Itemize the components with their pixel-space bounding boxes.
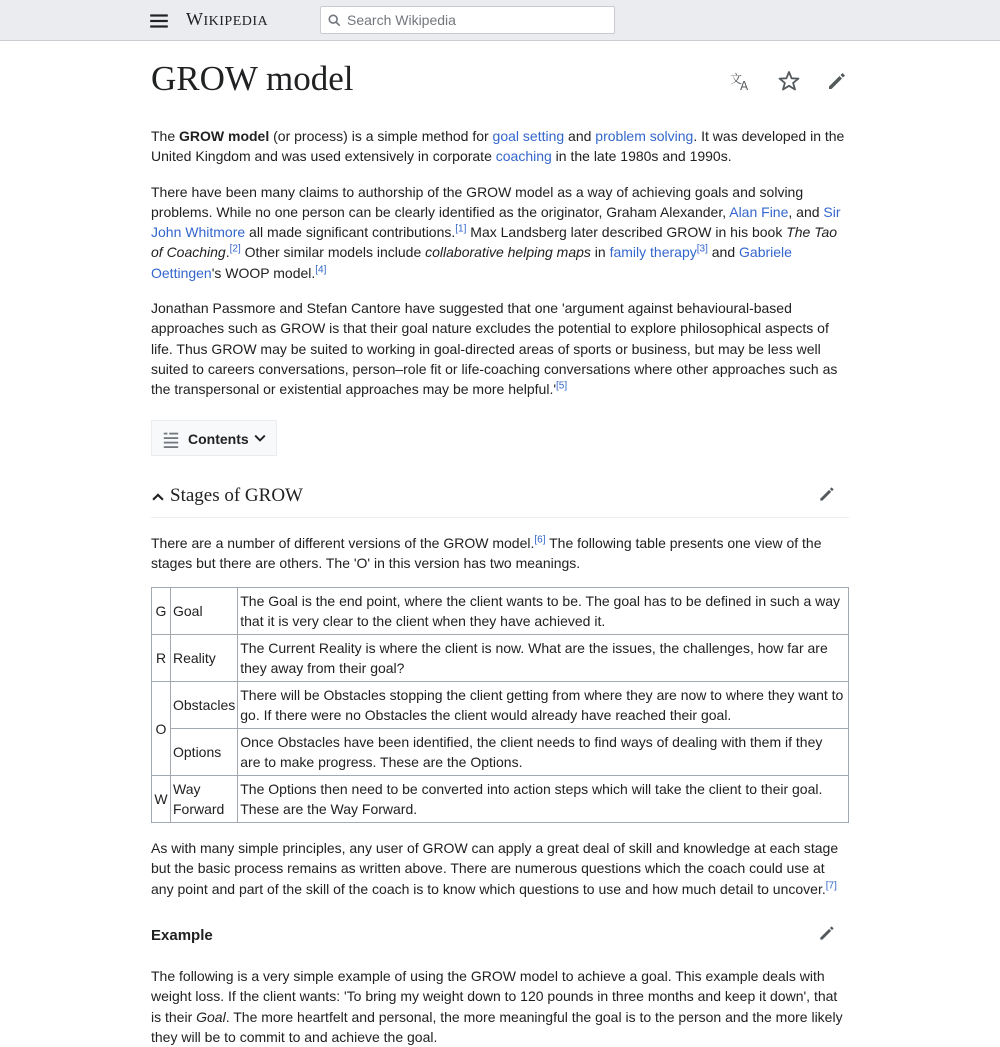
top-header [0,0,1000,41]
edit-section-icon[interactable] [817,923,837,946]
intro-paragraph-1: The GROW model (or process) is a simple method for goal setting and problem solving. It was developed in the United Kingdom and was used extensively in corporate coaching in the late 1980s and 1990s. [151,128,845,165]
table-cell-description: The Goal is the end point, where the client wants to be. The goal has to be defined in such a way that it is very clear to the client when they have achieved it. [238,588,849,635]
book-title: The Tao of Coaching [151,224,838,261]
reference-1[interactable]: [1] [455,223,467,235]
table-cell-letter: R [152,635,171,682]
table-row [152,682,849,729]
stages-intro-paragraph: There are a number of different versions of the GROW model.[6] The following table presents one view of the stages but there are others. The 'O' in this version has two meanings. [151,533,822,571]
table-cell-letter: G [152,588,171,635]
link-sir-john-whitmore[interactable]: Sir John Whitmore [151,203,841,241]
wordmark-rest: IKIPEDIA [203,14,269,29]
list-icon [162,430,180,451]
table-cell-stage: Options [171,729,238,776]
language-icon[interactable] [729,69,753,93]
wordmark-initial: W [186,9,204,29]
table-cell-letter: W [152,776,171,823]
link-goal-setting[interactable]: goal setting [492,128,565,144]
link-coaching[interactable]: coaching [495,148,552,165]
reference-7[interactable]: [7] [825,880,837,892]
table-cell-stage: Way Forward [171,776,238,823]
table-row [152,588,849,635]
example-paragraph: The following is a very simple example of using the GROW model to achieve a goal. This example deals with weight loss. If the client wants: 'To bring my weight down to 120 pounds in three months and keep it down', that is their Goal. The more heartfelt and personal, the more meaningful the goal is to the person and the more likely they will be to commit to and achieve the goal. [151,968,843,1045]
reference-3[interactable]: [3] [696,243,708,255]
section-heading-stages [151,478,849,518]
table-cell-stage: Obstacles [171,682,238,729]
search-input[interactable] [347,10,607,30]
table-cell-description: The Options then need to be converted into action steps which will take the client to their goal. These are the Way Forward. [238,776,849,823]
table-row [152,776,849,823]
reference-6[interactable]: [6] [534,533,546,545]
svg-text:文: 文 [730,72,743,86]
page-title: GROW model [151,59,354,98]
wikipedia-wordmark[interactable] [186,9,268,30]
section-title-stages: Stages of GROW [170,484,303,506]
italic-term: collaborative helping maps [425,244,591,261]
italic-term: Goal [196,1008,226,1025]
stages-outro-paragraph: As with many simple principles, any user of GROW can apply a great deal of skill and knowledge at each stage but the basic process remains as written above. There are numerous questions which the coach could use at any point and part of the skill of the coach is to know which questions to use and how much detail to uncover.[7] [151,840,839,897]
table-cell-description: Once Obstacles have been identified, the client needs to find ways of dealing with them if they are to make progress. These are the Options. [238,729,849,776]
table-cell-stage: Goal [171,588,238,635]
intro-paragraph-2: There have been many claims to authorship of the GROW model as a way of achieving goals and solving problems. While no one person can be clearly identified as the originator, Graham Alexander, Alan Fine, and Sir John Whitmore all made significant contributions.[1] Max Landsberg later described GROW in his book The Tao of Coaching.[2] Other similar models include collaborative helping maps in family therapy[3] and Gabriele Oettingen's WOOP model.[4] [151,183,841,281]
contents-toggle-button[interactable] [151,420,277,456]
link-alan-fine[interactable]: Alan Fine [729,203,789,220]
link-problem-solving[interactable]: problem solving [595,128,694,144]
section-heading-example [151,919,849,951]
reference-4[interactable]: [4] [315,264,327,276]
edit-section-icon[interactable] [817,484,837,507]
reference-2[interactable]: [2] [229,243,241,255]
search-box[interactable] [320,6,615,34]
menu-icon[interactable] [148,10,172,32]
article-content [151,41,849,1047]
link-family-therapy[interactable]: family therapy [609,244,697,261]
contents-label: Contents [188,430,249,447]
link-gabriele-oettingen[interactable]: Gabriele Oettingen [151,244,792,281]
table-cell-letter: O [152,682,171,776]
svg-text:A: A [740,79,749,93]
chevron-up-icon[interactable] [151,490,165,507]
intro-paragraph-3: Jonathan Passmore and Stefan Cantore have suggested that one 'argument against behavioural-based approaches such as GROW is that their goal nature excludes the potential to explore philosophical aspects of life. Thus GROW may be suited to working in goal-directed areas of sports or business, but may be less well suited to careers conversations, person–role fit or life-coaching conversations where other approaches such as the transpersonal or existential approaches may be more helpful.'[5] [151,300,838,398]
chevron-down-icon [252,430,268,449]
bold-term: GROW model [179,128,270,144]
star-icon[interactable] [777,69,801,93]
grow-stages-table [151,587,849,823]
edit-icon[interactable] [825,69,849,93]
reference-5[interactable]: [5] [556,380,568,392]
table-row [152,729,849,776]
table-cell-stage: Reality [171,635,238,682]
table-cell-description: There will be Obstacles stopping the client getting from where they are now to where they want to go. If there were no Obstacles the client would already have reached their goal. [238,682,849,729]
section-title-example: Example [151,927,213,945]
title-row [151,41,849,111]
table-cell-description: The Current Reality is where the client is now. What are the issues, the challenges, how far are they away from their goal? [238,635,849,682]
table-row [152,635,849,682]
search-icon [328,14,341,30]
